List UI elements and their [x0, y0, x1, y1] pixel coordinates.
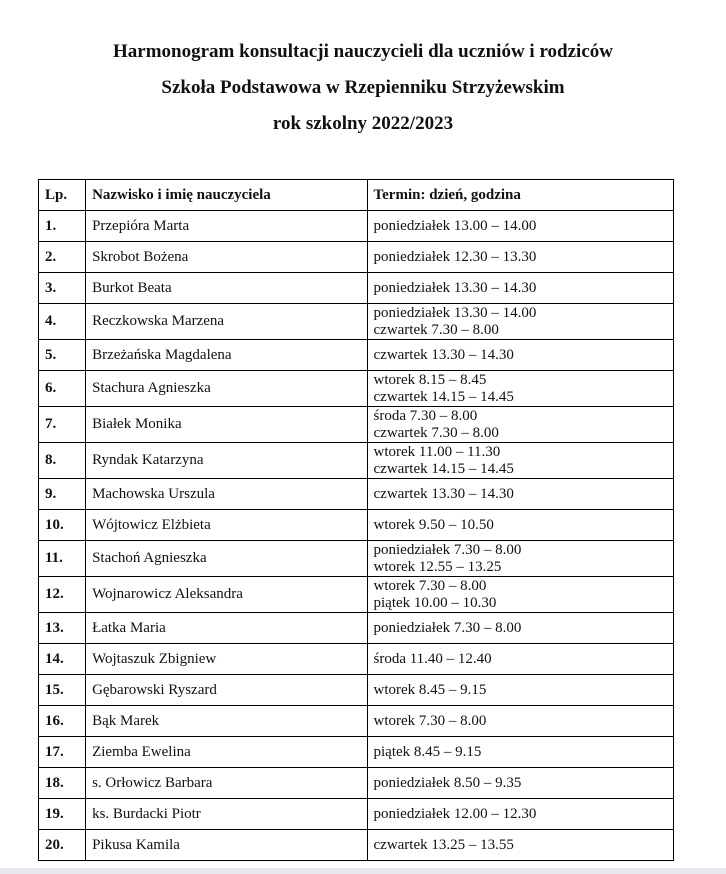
row-number: 15. [39, 675, 86, 706]
consultation-term [367, 340, 674, 371]
row-number: 16. [39, 706, 86, 737]
table-row [39, 706, 674, 737]
teacher-name: Białek Monika [86, 407, 367, 443]
row-number: 18. [39, 768, 86, 799]
row-number: 19. [39, 799, 86, 830]
term-line-1: wtorek 8.45 – 9.15 [373, 681, 487, 698]
teacher-name: Machowska Urszula [86, 479, 367, 510]
term-line-1: poniedziałek 13.00 – 14.00 [373, 217, 537, 234]
consultation-term [367, 613, 674, 644]
table-body [39, 211, 674, 861]
row-number: 6. [39, 371, 86, 407]
row-number: 4. [39, 304, 86, 340]
title-line-2: Szkoła Podstawowa w Rzepienniku Strzyżewskim [161, 77, 565, 98]
teacher-name: Reczkowska Marzena [86, 304, 367, 340]
row-number: 20. [39, 830, 86, 861]
term-line-2: czwartek 7.30 – 8.00 [373, 424, 499, 441]
term-line-1: poniedziałek 7.30 – 8.00 [373, 541, 522, 558]
consultation-term [367, 799, 674, 830]
consultation-term [367, 211, 674, 242]
consultation-term [367, 577, 674, 613]
row-number: 14. [39, 644, 86, 675]
teacher-name: Burkot Beata [86, 273, 367, 304]
table-row [39, 211, 674, 242]
table-row [39, 644, 674, 675]
header-lp: Lp. [39, 180, 86, 211]
consultation-term [367, 675, 674, 706]
title-line-1: Harmonogram konsultacji nauczycieli dla uczniów i rodziców [113, 41, 613, 62]
consultation-term [367, 273, 674, 304]
table-row [39, 510, 674, 541]
term-line-1: wtorek 9.50 – 10.50 [373, 516, 494, 533]
document-title [0, 34, 726, 142]
consultation-table [38, 179, 674, 861]
row-number: 13. [39, 613, 86, 644]
term-line-1: środa 7.30 – 8.00 [373, 407, 478, 424]
term-line-1: poniedziałek 13.30 – 14.00 [373, 304, 537, 321]
term-line-1: wtorek 8.15 – 8.45 [373, 371, 487, 388]
table-row [39, 799, 674, 830]
term-line-1: czwartek 13.30 – 14.30 [373, 485, 514, 502]
table-row [39, 443, 674, 479]
table-row [39, 577, 674, 613]
term-line-2: czwartek 7.30 – 8.00 [373, 321, 499, 338]
consultation-term [367, 541, 674, 577]
table-row [39, 830, 674, 861]
teacher-name: Bąk Marek [86, 706, 367, 737]
consultation-term [367, 830, 674, 861]
row-number: 17. [39, 737, 86, 768]
table-row [39, 304, 674, 340]
teacher-name: Ziemba Ewelina [86, 737, 367, 768]
term-line-1: poniedziałek 13.30 – 14.30 [373, 279, 537, 296]
consultation-term [367, 644, 674, 675]
table-row [39, 407, 674, 443]
table-row [39, 479, 674, 510]
title-line-3: rok szkolny 2022/2023 [272, 113, 454, 134]
row-number: 12. [39, 577, 86, 613]
consultation-term [367, 510, 674, 541]
term-line-1: wtorek 11.00 – 11.30 [373, 443, 501, 460]
term-line-1: środa 11.40 – 12.40 [373, 650, 492, 667]
table-row [39, 371, 674, 407]
table-row [39, 675, 674, 706]
page-bottom-edge [0, 868, 726, 874]
teacher-name: s. Orłowicz Barbara [86, 768, 367, 799]
table-row [39, 541, 674, 577]
teacher-name: Wojtaszuk Zbigniew [86, 644, 367, 675]
consultation-term [367, 768, 674, 799]
term-line-1: piątek 8.45 – 9.15 [373, 743, 482, 760]
consultation-term [367, 304, 674, 340]
table-row [39, 613, 674, 644]
teacher-name: Ryndak Katarzyna [86, 443, 367, 479]
teacher-name: Przepióra Marta [86, 211, 367, 242]
teacher-name: Wojnarowicz Aleksandra [86, 577, 367, 613]
teacher-name: Łatka Maria [86, 613, 367, 644]
row-number: 11. [39, 541, 86, 577]
row-number: 1. [39, 211, 86, 242]
table-row [39, 242, 674, 273]
term-line-1: poniedziałek 8.50 – 9.35 [373, 774, 522, 791]
table-header-row [39, 180, 674, 211]
row-number: 3. [39, 273, 86, 304]
row-number: 10. [39, 510, 86, 541]
consultation-term [367, 479, 674, 510]
consultation-term [367, 706, 674, 737]
row-number: 7. [39, 407, 86, 443]
teacher-name: Stachura Agnieszka [86, 371, 367, 407]
term-line-1: poniedziałek 12.00 – 12.30 [373, 805, 537, 822]
teacher-name: Stachoń Agnieszka [86, 541, 367, 577]
term-line-1: czwartek 13.30 – 14.30 [373, 346, 514, 363]
consultation-term [367, 242, 674, 273]
term-line-2: wtorek 12.55 – 13.25 [373, 558, 502, 575]
term-line-2: piątek 10.00 – 10.30 [373, 594, 497, 611]
header-term: Termin: dzień, godzina [367, 180, 674, 211]
consultation-term [367, 737, 674, 768]
term-line-2: czwartek 14.15 – 14.45 [373, 388, 514, 405]
row-number: 2. [39, 242, 86, 273]
term-line-1: wtorek 7.30 – 8.00 [373, 577, 487, 594]
teacher-name: Brzeżańska Magdalena [86, 340, 367, 371]
consultation-term [367, 371, 674, 407]
consultation-term [367, 443, 674, 479]
row-number: 9. [39, 479, 86, 510]
teacher-name: Pikusa Kamila [86, 830, 367, 861]
term-line-1: wtorek 7.30 – 8.00 [373, 712, 487, 729]
table-row [39, 340, 674, 371]
term-line-2: czwartek 14.15 – 14.45 [373, 460, 514, 477]
table-row [39, 768, 674, 799]
teacher-name: Wójtowicz Elżbieta [86, 510, 367, 541]
term-line-1: poniedziałek 7.30 – 8.00 [373, 619, 522, 636]
teacher-name: Gębarowski Ryszard [86, 675, 367, 706]
table-row [39, 273, 674, 304]
header-name: Nazwisko i imię nauczyciela [86, 180, 367, 211]
consultation-term [367, 407, 674, 443]
term-line-1: poniedziałek 12.30 – 13.30 [373, 248, 537, 265]
table-row [39, 737, 674, 768]
row-number: 8. [39, 443, 86, 479]
teacher-name: ks. Burdacki Piotr [86, 799, 367, 830]
row-number: 5. [39, 340, 86, 371]
teacher-name: Skrobot Bożena [86, 242, 367, 273]
term-line-1: czwartek 13.25 – 13.55 [373, 836, 514, 853]
